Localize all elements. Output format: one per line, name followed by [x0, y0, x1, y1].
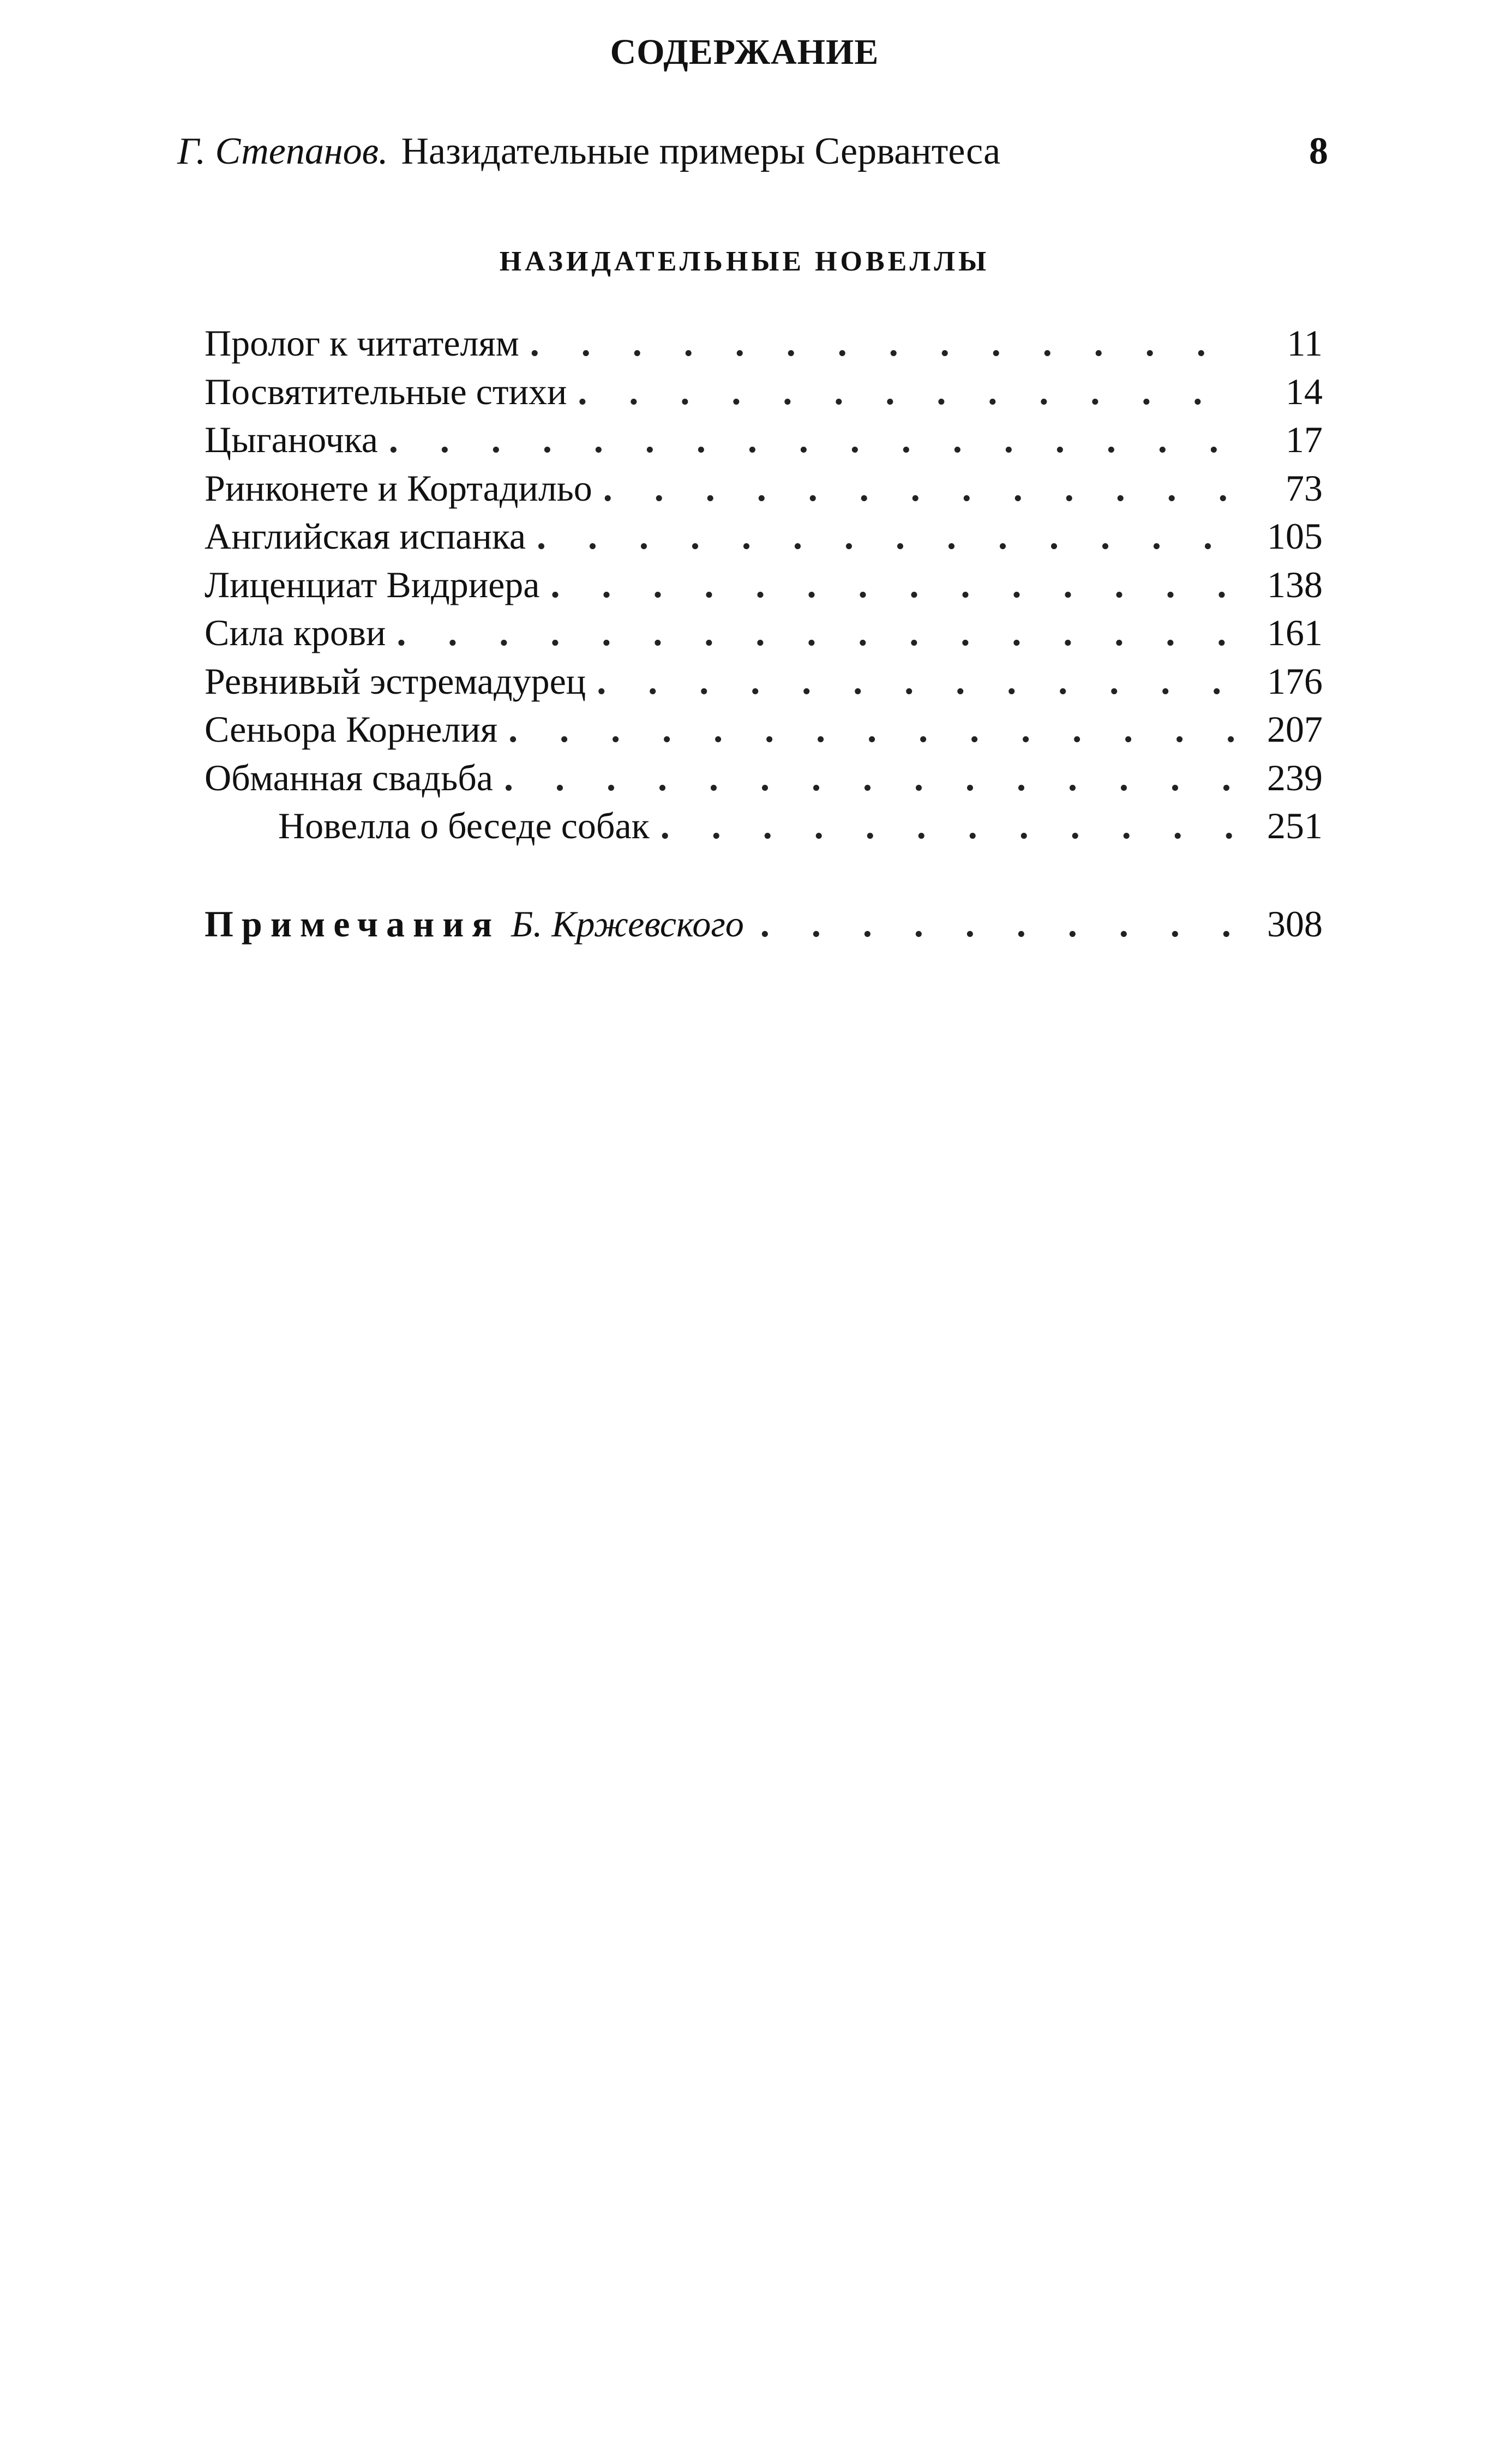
- dot-leader: [760, 903, 1241, 946]
- toc-entry: [205, 660, 1323, 708]
- toc-entry: [205, 611, 1323, 660]
- dot-leader: [397, 611, 1241, 654]
- notes-page-number: 308: [1267, 903, 1323, 945]
- toc-entry: [205, 370, 1323, 419]
- toc-entry-page: 176: [1267, 660, 1323, 702]
- toc-entry-title: Новелла о беседе собак: [278, 805, 650, 846]
- notes-label: Примечания: [205, 903, 501, 945]
- toc-entry-page: 251: [1267, 805, 1323, 846]
- toc-entry-title: Пролог к читателям: [205, 322, 519, 364]
- dot-leader: [597, 660, 1241, 703]
- toc-entry-page: 138: [1267, 563, 1323, 605]
- dot-leader: [508, 708, 1241, 751]
- dot-leader: [551, 563, 1241, 606]
- dot-leader: [578, 370, 1241, 413]
- toc-entry: [205, 467, 1323, 515]
- preface-author: Г. Степанов.: [177, 130, 388, 172]
- toc-entry-title: Ревнивый эстремадурец: [205, 660, 586, 702]
- section-heading: НАЗИДАТЕЛЬНЫЕ НОВЕЛЛЫ: [499, 246, 990, 277]
- toc-entry: [205, 322, 1323, 370]
- notes-author: Б. Кржевского: [511, 903, 744, 945]
- dot-leader: [661, 804, 1241, 848]
- toc-entry-page: 105: [1267, 515, 1323, 557]
- dot-leader: [537, 515, 1241, 558]
- toc-entry-page: 73: [1286, 467, 1323, 509]
- page-title: СОДЕРЖАНИЕ: [610, 32, 879, 72]
- toc-subentry: [205, 804, 1323, 853]
- toc-entry-title: Сеньора Корнелия: [205, 708, 498, 750]
- notes-entry: [205, 903, 1323, 946]
- dot-leader: [389, 418, 1241, 461]
- toc-entry-page: 11: [1287, 322, 1323, 364]
- toc-entry: [205, 708, 1323, 756]
- dot-leader: [603, 467, 1241, 510]
- toc-entry: [205, 418, 1323, 467]
- preface-title: Назидательные примеры Сервантеса: [401, 130, 1001, 172]
- toc-entry-page: 14: [1286, 370, 1323, 412]
- toc-entry-title: Английская испанка: [205, 515, 526, 557]
- toc-entry-page: 161: [1267, 612, 1323, 653]
- dot-leader: [504, 756, 1241, 800]
- toc-entry-page: 17: [1286, 419, 1323, 460]
- toc-entry-page: 207: [1267, 708, 1323, 750]
- toc-entry-title: Сила крови: [205, 612, 386, 653]
- toc-entry-title: Ринконете и Кортадильо: [205, 467, 592, 509]
- toc-entry-title: Посвятительные стихи: [205, 370, 567, 412]
- toc-entry-page: 239: [1267, 756, 1323, 798]
- toc-entry-title: Обманная свадьба: [205, 756, 493, 798]
- toc-list: [205, 322, 1323, 853]
- toc-entry-title: Лиценциат Видриера: [205, 563, 540, 605]
- preface-page-number: 8: [1309, 130, 1328, 172]
- toc-entry: [205, 756, 1323, 805]
- toc-entry: [205, 515, 1323, 563]
- preface-entry: [177, 130, 1328, 179]
- toc-entry-title: Цыганочка: [205, 419, 378, 460]
- dot-leader: [530, 322, 1241, 365]
- toc-entry: [205, 563, 1323, 612]
